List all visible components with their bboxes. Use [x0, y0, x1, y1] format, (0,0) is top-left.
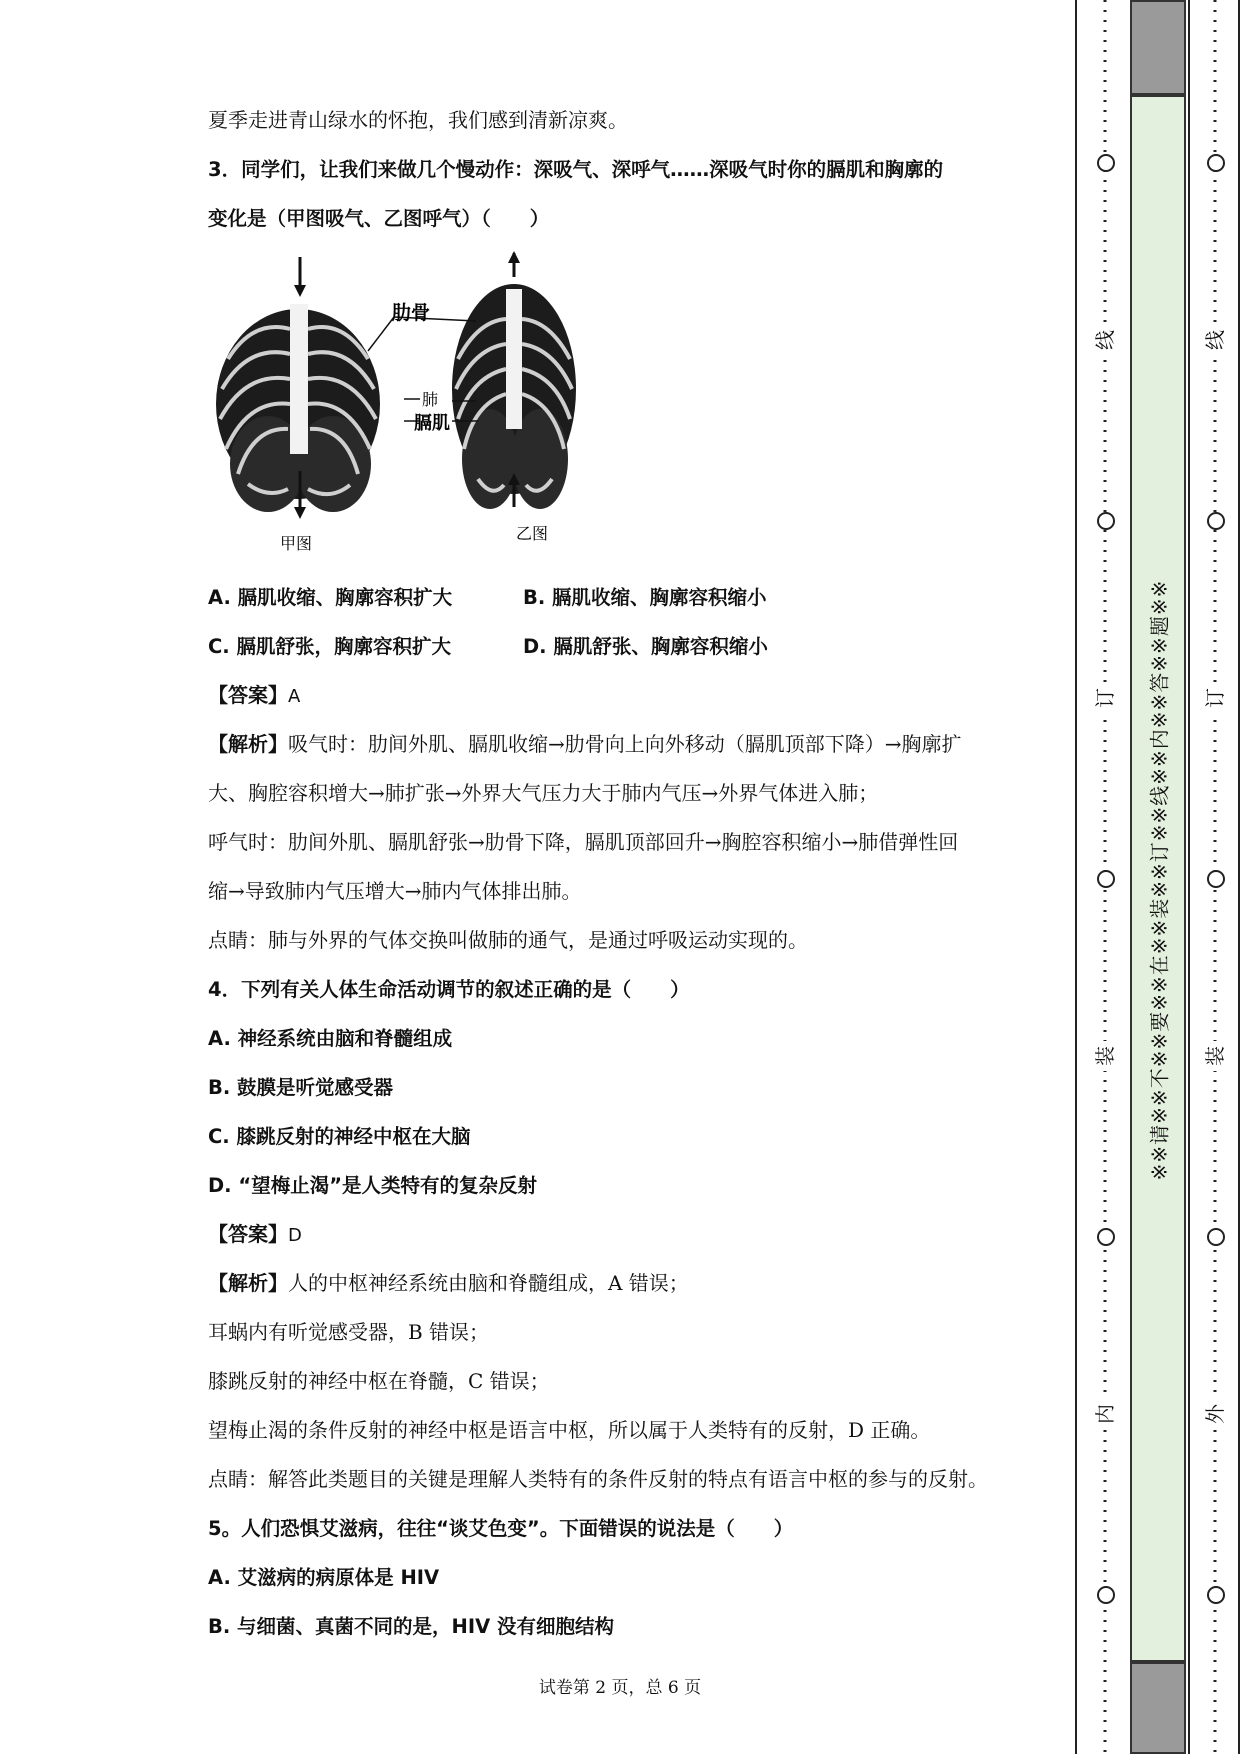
analysis-tag: 【解析】 [208, 1271, 288, 1295]
page-footer: 试卷第 2 页，总 6 页 [538, 1678, 702, 1698]
binding-warning-text: ※※请※※不※※要※※在※※装※※订※※线※※内※※答※※题※※ [1147, 579, 1172, 1181]
q3-option-c: C. 膈肌舒张，胸廓容积扩大 [208, 635, 452, 658]
q4-analysis-text: 人的中枢神经系统由脑和脊髓组成，A 错误； [288, 1271, 689, 1295]
answer-tag: 【答案】 [208, 1222, 288, 1246]
q4-option-a: A. 神经系统由脑和脊髓组成 [208, 1027, 453, 1050]
q3-option-b: B. 膈肌收缩、胸廓容积缩小 [523, 586, 767, 609]
binding-circle-icon [1207, 512, 1225, 530]
q4-analysis-line4: 望梅止渴的条件反射的神经中枢是语言中枢，所以属于人类特有的反射，D 正确。 [208, 1418, 931, 1442]
label-lung: 肺 [422, 390, 439, 409]
label-rib: 肋骨 [392, 302, 431, 324]
binding-gray-block-top [1130, 0, 1186, 95]
binding-circle-icon [1207, 1228, 1225, 1246]
q4-analysis-line3: 膝跳反射的神经中枢在脊髓，C 错误； [208, 1369, 550, 1393]
binding-circle-icon [1207, 154, 1225, 172]
question-intro-tail: 夏季走进青山绿水的怀抱，我们感到清新凉爽。 [208, 108, 628, 132]
answer-value: A [288, 686, 301, 707]
binding-mark-outside: 外 [1203, 1399, 1227, 1429]
q3-analysis-line1 [208, 720, 1048, 769]
q5-option-b: B. 与细菌、真菌不同的是，HIV 没有细胞结构 [208, 1615, 615, 1638]
answer-tag: 【答案】 [208, 683, 288, 707]
q4-option-c: C. 膝跳反射的神经中枢在大脑 [208, 1125, 471, 1148]
binding-rule-right [1188, 0, 1190, 1754]
binding-mark-bind-inner: 装 [1093, 1041, 1117, 1071]
q5-stem: 5。人们恐惧艾滋病，往往“谈艾色变”。下面错误的说法是（ ） [208, 1517, 794, 1540]
q4-answer [208, 1210, 1048, 1259]
q4-analysis-line1 [208, 1259, 1048, 1308]
q3-options-row1 [208, 573, 1048, 622]
q3-option-d: D. 膈肌舒张、胸廓容积缩小 [523, 635, 768, 658]
binding-mark-bind-outer: 装 [1203, 1041, 1227, 1071]
q3-analysis-line4: 缩→导致肺内气压增大→肺内气体排出肺。 [208, 879, 582, 903]
q4-option-d: D. “望梅止渴”是人类特有的复杂反射 [208, 1174, 538, 1197]
binding-circle-icon [1097, 1228, 1115, 1246]
q4-option-b: B. 鼓膜是听觉感受器 [208, 1076, 394, 1099]
q4-stem: 4．下列有关人体生命活动调节的叙述正确的是（ ） [208, 978, 690, 1001]
binding-mark-staple-inner: 订 [1093, 683, 1117, 713]
binding-mark-inside: 内 [1093, 1399, 1117, 1429]
ribcage-inhale-illustration [216, 257, 380, 519]
q3-tip: 点睛：肺与外界的气体交换叫做肺的通气，是通过呼吸运动实现的。 [208, 928, 808, 952]
label-figure-left: 甲图 [280, 534, 313, 553]
q3-stem-line1: 3．同学们，让我们来做几个慢动作：深吸气、深呼气……深吸气时你的膈肌和胸廓的 [208, 158, 944, 181]
binding-mark-staple-outer: 订 [1203, 683, 1227, 713]
binding-circle-icon [1097, 512, 1115, 530]
binding-circle-icon [1097, 870, 1115, 888]
q3-stem-line2: 变化是（甲图吸气、乙图呼气）（ ） [208, 207, 550, 230]
q4-tip: 点睛：解答此类题目的关键是理解人类特有的条件反射的特点有语言中枢的参与的反射。 [208, 1467, 988, 1491]
q3-option-a: A. 膈肌收缩、胸廓容积扩大 [208, 586, 453, 609]
binding-circle-icon [1207, 1586, 1225, 1604]
binding-gray-block-bottom [1130, 1662, 1186, 1754]
q3-analysis-text: 吸气时：肋间外肌、膈肌收缩→肋骨向上向外移动（膈肌顶部下降）→胸廓扩 [288, 732, 962, 756]
q3-analysis-line2: 大、胸腔容积增大→肺扩张→外界大气压力大于肺内气压→外界气体进入肺； [208, 781, 879, 805]
q5-option-a: A. 艾滋病的病原体是 HIV [208, 1566, 440, 1589]
q3-answer [208, 671, 1048, 720]
label-diaphragm: 膈肌 [414, 413, 450, 434]
binding-circle-icon [1097, 1586, 1115, 1604]
q3-analysis-line3: 呼气时：肋间外肌、膈肌舒张→肋骨下降，膈肌顶部回升→胸腔容积缩小→肺借弹性回 [208, 830, 959, 854]
ribcage-exhale-illustration [452, 251, 576, 509]
binding-circle-icon [1097, 154, 1115, 172]
label-figure-right: 乙图 [516, 524, 549, 543]
exam-content [208, 96, 1048, 1651]
answer-value: D [288, 1225, 302, 1246]
q3-ribcage-figure [208, 249, 1048, 569]
binding-mark-line-inner: 线 [1093, 325, 1117, 355]
binding-circle-icon [1207, 870, 1225, 888]
binding-mark-line-outer: 线 [1203, 325, 1227, 355]
q3-options-row2 [208, 622, 1048, 671]
analysis-tag: 【解析】 [208, 732, 288, 756]
binding-rule-left [1075, 0, 1077, 1754]
q4-analysis-line2: 耳蜗内有听觉感受器，B 错误； [208, 1320, 490, 1344]
